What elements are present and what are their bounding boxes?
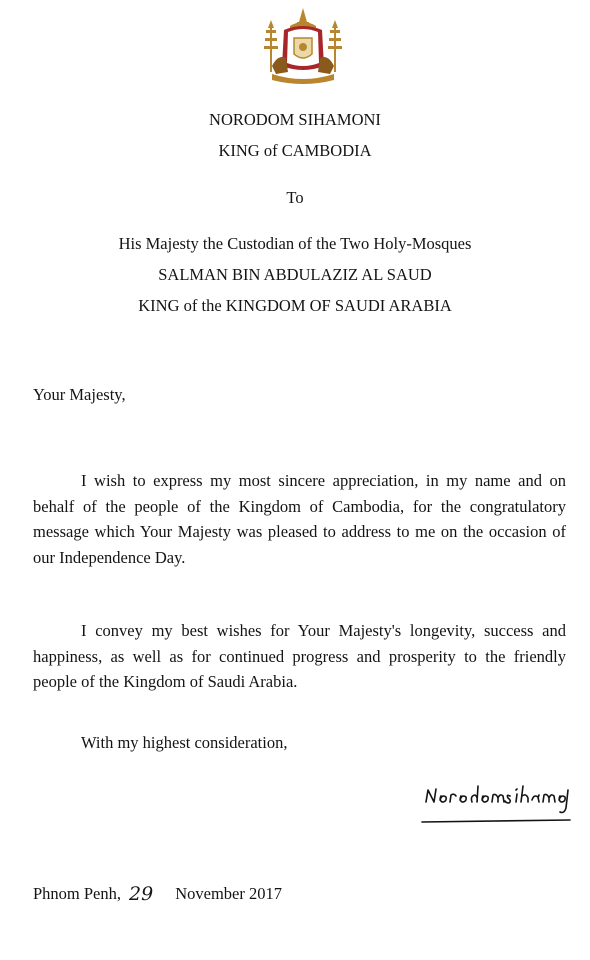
to-label: To — [286, 188, 304, 207]
place-and-date — [33, 883, 282, 904]
salutation: Your Majesty, — [33, 385, 126, 404]
recipient-name: SALMAN BIN ABDULAZIZ AL SAUD — [158, 265, 432, 284]
sender-name: NORODOM SIHAMONI — [209, 110, 381, 129]
handwritten-signature — [420, 776, 572, 828]
date-month-year: November 2017 — [175, 884, 282, 903]
closing: With my highest consideration, — [81, 733, 288, 752]
recipient-title: KING of the KINGDOM OF SAUDI ARABIA — [138, 296, 452, 315]
place: Phnom Penh, — [33, 884, 122, 903]
royal-coat-of-arms-icon — [262, 8, 344, 88]
sender-title: KING of CAMBODIA — [218, 141, 372, 160]
date-day: 29 — [129, 883, 154, 905]
recipient-line-1: His Majesty the Custodian of the Two Holy-Mosques — [118, 234, 472, 253]
body-paragraph-1: I wish to express my most sincere appreciation, in my name and on behalf of the people of the Kingdom of Cambodia, for the congratulatory message which Your Majesty was pleased to address to me on the occasion of our Independence Day. — [33, 471, 566, 567]
body-paragraph-2: I convey my best wishes for Your Majesty's longevity, success and happiness, as well as for continued progress and prosperity to the friendly people of the Kingdom of Saudi Arabia. — [33, 621, 566, 691]
